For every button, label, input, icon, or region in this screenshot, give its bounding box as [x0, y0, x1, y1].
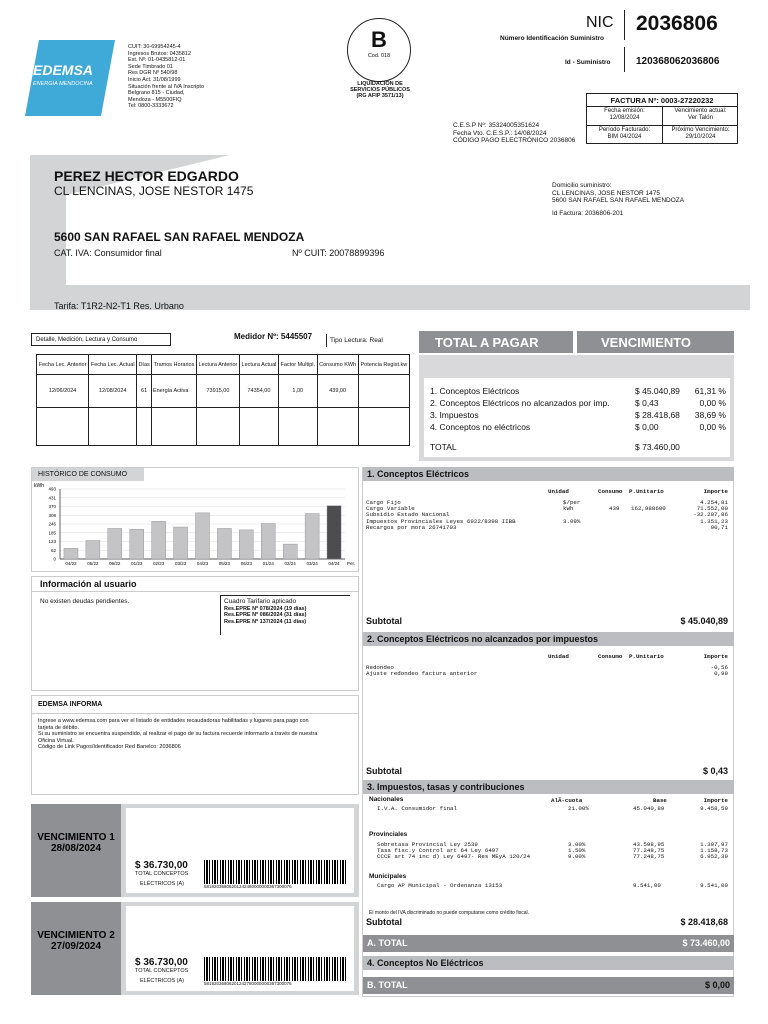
y-tick-label: 431: [48, 495, 56, 501]
company-info-line: Res DGR Nº 540/98: [128, 70, 178, 77]
reading-cell: 74354,00: [239, 375, 278, 408]
id-divider: [624, 47, 625, 72]
reading-col-header: Fecha Lec. Actual: [89, 355, 137, 375]
reading-col-header: Lectura Anterior: [196, 355, 239, 375]
doc-desc-3: (RG AFIP 3571/13): [356, 93, 404, 100]
y-tick-label: 246: [48, 521, 56, 527]
supply-address-line2: 5600 SAN RAFAEL SAN RAFAEL MENDOZA: [552, 197, 685, 205]
sec4-title: 4. Conceptos No Eléctricos: [363, 956, 734, 970]
reading-col-header: Días: [137, 355, 152, 375]
sec2-concept: Redondeo: [366, 664, 394, 671]
company-info-line: Est. Nº: 01-0435812-01: [128, 57, 186, 64]
x-tick-label: 06/22: [109, 561, 121, 566]
sec1-concept: Cargo Variable: [366, 505, 415, 513]
bar: [217, 528, 231, 559]
bar: [86, 541, 100, 559]
sec1-amount: -32.207,86: [693, 511, 728, 519]
tax-amount: 1.158,73: [700, 847, 728, 855]
sec1-title: 1. Conceptos Eléctricos: [363, 467, 734, 481]
bar: [327, 506, 341, 559]
a-total-bar: [363, 935, 734, 952]
y-tick-label: 62: [50, 547, 56, 553]
a-total-label: A. TOTAL: [367, 938, 408, 948]
tax-base: 77.248,75: [633, 853, 665, 861]
due-2-sub1: TOTAL CONCEPTOS: [135, 968, 189, 974]
sec2-subtotal-label: Subtotal: [366, 766, 402, 776]
x-tick-label: 05/22: [87, 561, 99, 566]
user-info-panel: [31, 576, 359, 691]
sec3-subtotal: $ 28.418,68: [680, 917, 728, 927]
detail-title: Detalle, Medición, Lectura y Consumo: [31, 333, 171, 346]
tax-base: 9.541,00: [633, 882, 661, 889]
doc-type-desc: [335, 81, 425, 100]
doc-letter: B: [371, 27, 387, 52]
tariff-item: Res.EPRE Nº 086/2024 (31 días): [224, 612, 307, 619]
summary-label: 2. Conceptos Eléctricos no alcanzados por imp.: [430, 398, 610, 408]
due-1-date: 28/08/2024: [50, 843, 102, 854]
summary-label: 1. Conceptos Eléctricos: [430, 386, 520, 396]
x-tick-label: 04/23: [196, 561, 209, 566]
no-debt-msg: No existen deudas pendientes.: [40, 598, 130, 605]
due-1-sub2: ELÉCTRICOS (A): [140, 881, 185, 887]
consumption-chart: [32, 481, 358, 569]
x-tick-label: 01/24: [262, 561, 274, 566]
bar: [108, 528, 122, 559]
sec1-consumo: 439: [609, 505, 620, 513]
info-line: Oficina Virtual.: [38, 737, 74, 744]
doc-code: Cod. 018: [367, 53, 391, 59]
due-2: [31, 902, 121, 995]
invoice-box: [586, 93, 738, 144]
tarifa: Tarifa: T1R2-N2-T1 Res. Urbano: [54, 301, 184, 311]
bar: [195, 513, 209, 559]
sec3-col-header: Base: [653, 797, 667, 804]
next-due: Próximo Vencimiento: 29/10/2024: [671, 127, 730, 140]
invoice-number: FACTURA Nº: 0003-27220232: [587, 94, 737, 107]
nic-divider: [624, 10, 625, 40]
doc-type-badge: [347, 18, 411, 82]
tariff-list: [224, 606, 347, 626]
sec2-col-header: Importe: [703, 653, 728, 660]
info-line: Código de Link Pagos/Identificador Red Banelco: 2036806: [38, 744, 181, 751]
tax-amount: 9.541,00: [700, 882, 728, 889]
payment-code: CÓDIGO PAGO ELECTRÓNICO 2036806: [453, 137, 576, 145]
reading-col-header: Consumo KWh: [317, 355, 358, 375]
reading-cell: 61: [137, 375, 152, 408]
company-info-line: Sede Timbrado 01: [128, 63, 173, 70]
tax-concept: Sobretasa Provincial Ley 2539: [377, 841, 478, 848]
summary-label: 4. Conceptos no eléctricos: [430, 422, 531, 432]
bar: [305, 514, 319, 559]
summary-amount: $ 28.418,68: [635, 410, 680, 420]
bar: [174, 527, 188, 559]
user-info-title: Información al usuario: [32, 577, 358, 592]
x-tick-label: 02/24: [284, 561, 296, 566]
logo-graphic: [25, 40, 115, 116]
x-tick-label: 03/23: [174, 561, 187, 566]
due-header: VENCIMIENTO: [577, 331, 734, 353]
provinciales-label: Provinciales: [369, 831, 408, 838]
tax-base: 45.040,89: [633, 805, 665, 812]
sec2-col-header: P.Unitario: [629, 653, 664, 660]
company-info-line: Belgrano 815 - Ciudad,: [128, 90, 185, 97]
cesp-date: Fecha Vto. C.E.S.P.: 14/08/2024: [453, 129, 547, 137]
tax-base: 77.248,75: [633, 847, 665, 855]
customer-address: CL LENCINAS, JOSE NESTOR 1475: [54, 184, 254, 198]
b-total-amount: $ 0,00: [704, 980, 730, 990]
y-tick-label: 185: [48, 530, 56, 536]
sec1-concept: Impuestos Provinciales Leyes 6922/8398 IIBB: [366, 517, 516, 525]
sec3-subtotal-label: Subtotal: [366, 917, 402, 927]
summary-total-label: TOTAL: [430, 442, 457, 452]
sec1-col-header: Importe: [703, 488, 728, 495]
sec3-title: 3. Impuestos, tasas y contribuciones: [363, 780, 734, 794]
supply-address-line1: CL LENCINAS, JOSE NESTOR 1475: [552, 189, 661, 197]
nic-label: NIC: [586, 14, 614, 31]
summary-total-row: [430, 442, 726, 452]
b-total-label: B. TOTAL: [367, 980, 408, 990]
info-line: Ingrese a www.edemsa.com para ver el listado de entidades recaudadoras habilitadas y lugares para pago con: [38, 718, 309, 724]
sec1-unit: 3.09%: [563, 517, 581, 525]
sec2-col-header: Consumo: [598, 653, 623, 660]
sec1-col-header: P.Unitario: [629, 488, 664, 495]
customer-cuit: Nº CUIT: 20078899396: [292, 248, 385, 258]
reading-type: Tipo Lectura: Real: [326, 334, 410, 347]
summary-amount: $ 0,00: [635, 422, 659, 432]
summary-row: [430, 386, 726, 396]
logo-subtext: ENERGIA MENDOCINA: [33, 81, 93, 87]
company-info-line: Situación frente al IVA Inscripto: [128, 83, 205, 90]
sec1-concept: Cargo Fijo: [366, 499, 401, 506]
sec1-amount: 90,71: [710, 523, 728, 531]
summary-amount: $ 45.040,89: [635, 386, 680, 396]
tax-concept: Cargo AP Municipal - Ordenanza 13153: [377, 882, 503, 889]
invoice-id: Id Factura: 2036806-201: [552, 209, 624, 217]
summary-label: 3. Impuestos: [430, 410, 479, 420]
y-tick-label: 493: [48, 486, 56, 492]
due-2-date: 27/09/2024: [50, 941, 102, 952]
bar: [239, 530, 253, 559]
x-unit: Per.: [347, 561, 356, 566]
tax-amount: 9.458,59: [700, 805, 728, 812]
summary-row: [430, 410, 726, 420]
summary-row: [430, 398, 726, 408]
reading-cell: [358, 375, 409, 408]
sec1-unit-price: 162,988600: [631, 505, 666, 513]
tax-rate: 1.50%: [568, 847, 586, 855]
sec1-concept: Subsidio Estado Nacional: [366, 511, 450, 519]
y-tick-label: 308: [48, 512, 56, 518]
sec1-lines: [363, 483, 734, 623]
summary-pct: 0,00 %: [699, 422, 726, 432]
sec2-col-header: Unidad: [548, 653, 569, 660]
sec1-col-header: Unidad: [548, 488, 569, 495]
reading-cell: 12/08/2024: [89, 375, 137, 408]
cesp-info: [453, 122, 575, 145]
supply-address: [552, 182, 684, 217]
due-1-label: VENCIMIENTO 1: [37, 832, 115, 843]
x-tick-label: 04/24: [328, 561, 340, 566]
sec1-unit: $/per: [563, 499, 581, 506]
tax-concept: CCCE art 74 inc d) Ley 6497- Res MEyA 120/24: [377, 853, 531, 861]
a-total-amount: $ 73.460,00: [682, 938, 730, 948]
iva-note: El monto del IVA discriminado no puede computarse como crédito fiscal.: [369, 910, 529, 916]
tax-amount: 1.307,97: [700, 841, 728, 848]
doc-desc-1: LIQUIDACIÓN DE: [357, 81, 403, 87]
readings-table: [36, 354, 410, 446]
barcode-2: [204, 957, 348, 981]
sec2-amount: 0,99: [714, 670, 728, 678]
customer-name: PEREZ HECTOR EDGARDO: [54, 168, 239, 184]
logo-text: EDEMSA: [33, 62, 93, 78]
summary-pct: 0,00 %: [699, 398, 726, 408]
sec2-amount: -0,56: [710, 664, 728, 671]
sec2-concept: Ajuste redondeo factura anterior: [366, 670, 478, 678]
sec3-lines: [363, 795, 734, 910]
y-tick-label: 0: [53, 556, 56, 562]
customer-city: 5600 SAN RAFAEL SAN RAFAEL MENDOZA: [54, 230, 305, 244]
tax-base: 43.598,95: [633, 841, 665, 848]
barcode-1-number: 58192036806201242480000000367300076: [204, 884, 292, 889]
tax-rate: 9.00%: [568, 853, 586, 861]
x-tick-label: 06/23: [240, 561, 252, 566]
tariff-title: Cuadro Tarifario aplicado: [224, 598, 297, 605]
total-to-pay-header: TOTAL A PAGAR: [419, 331, 573, 353]
barcode-1: [204, 860, 348, 884]
emission-date: Fecha emisión: 12/08/2024: [604, 108, 645, 121]
reading-cell: 73915,00: [196, 375, 239, 408]
due-1: [31, 804, 121, 897]
suministro-id-value: 120368062036806: [636, 56, 720, 67]
sec1-amount: 1.351,23: [700, 517, 728, 525]
reading-cell: 12/06/2024: [37, 375, 89, 408]
edemsa-info-panel: [31, 695, 359, 795]
sec2-subtotal: $ 0,43: [702, 766, 728, 776]
tax-rate: 3.00%: [568, 841, 586, 848]
doc-desc-2: SERVICIOS PÚBLICOS: [350, 87, 410, 94]
history-title: HISTÓRICO DE CONSUMO: [32, 468, 144, 481]
x-tick-label: 04/22: [65, 561, 77, 566]
consumption-history: [31, 467, 359, 572]
company-info-line: Ingresos Brutos: 0435812: [128, 50, 191, 57]
edemsa-info-text: [32, 714, 358, 755]
company-info-line: Tel: 0800-3333672: [128, 103, 174, 110]
sec1-unit: kWh: [563, 505, 574, 513]
reading-col-header: Factor Multipl.: [278, 355, 317, 375]
edemsa-logo: [25, 40, 115, 116]
tax-concept: I.V.A. Consumidor final: [377, 805, 458, 812]
company-info: [128, 44, 248, 110]
company-info-line: Mendoza - M5500FIQ: [128, 96, 182, 103]
bar: [261, 524, 275, 559]
bar: [64, 548, 78, 559]
b-total-bar: [363, 977, 734, 994]
sec1-subtotal: $ 45.040,89: [680, 616, 728, 626]
reading-cell: Energía Activa: [151, 375, 196, 408]
cesp-number: C.E.S.P Nº: 35324005351624: [453, 122, 540, 129]
sec1-concept: Recargos por mora 26741703: [366, 523, 457, 531]
reading-col-header: Potencia Regist.kw: [358, 355, 409, 375]
due-2-sub2: ELÉCTRICOS (A): [140, 978, 185, 984]
due-1-amount: $ 36.730,00: [135, 860, 188, 871]
sec2-lines: [363, 648, 734, 758]
current-due: Vencimiento actual: Ver Talón: [674, 108, 727, 121]
x-tick-label: 05/23: [218, 561, 231, 566]
tariff-box: [220, 595, 350, 635]
tariff-item: Res.EPRE Nº 078/2024 (19 días): [224, 605, 307, 612]
info-line: Si su suministro se encuentra suspendido, al realizar el pago de su factura recuerde informarlo a través de nuestra: [38, 731, 318, 738]
summary-total-amount: $ 73.460,00: [635, 442, 680, 452]
reading-col-header: Tramos Horarios: [151, 355, 196, 375]
info-line: tarjeta de débito.: [38, 724, 79, 731]
x-tick-label: 03/24: [306, 561, 318, 566]
municipales-label: Municipales: [369, 873, 407, 880]
suministro-id-label: Id - Suministro: [565, 59, 611, 66]
sec2-title: 2. Conceptos Eléctricos no alcanzados por impuestos: [363, 632, 734, 646]
tariff-item: Res.EPRE Nº 137/2024 (11 días): [224, 618, 307, 625]
billed-period: Período Facturado: BIM 04/2024: [598, 127, 651, 140]
barcode-2-number: 58192036806201242780000000367300076: [204, 981, 292, 986]
sec3-col-header: AlÃ-cuota: [551, 797, 583, 804]
sec1-amount: 4.254,81: [700, 499, 728, 506]
nic-value: 2036806: [636, 12, 718, 35]
reading-cell: 1,00: [278, 375, 317, 408]
y-tick-label: 123: [48, 539, 56, 544]
sec1-subtotal-label: Subtotal: [366, 616, 402, 626]
tax-amount: 6.952,39: [700, 853, 728, 861]
bar: [152, 521, 166, 559]
x-tick-label: 01/23: [131, 561, 143, 566]
sec1-col-header: Consumo: [598, 488, 623, 495]
bar: [283, 544, 297, 559]
summary-items: [424, 378, 730, 457]
y-unit: kWh: [34, 483, 44, 489]
edemsa-info-title: EDEMSA INFORMA: [32, 696, 358, 714]
sec3-col-header: Importe: [703, 797, 728, 804]
y-tick-label: 370: [48, 504, 56, 509]
company-info-line: Inicio Act. 31/08/1999: [128, 76, 181, 83]
summary-pct: 38,69 %: [694, 410, 726, 420]
tax-rate: 21.00%: [568, 805, 589, 812]
due-2-label: VENCIMIENTO 2: [37, 930, 115, 941]
summary-row: [430, 422, 726, 432]
company-info-line: CUIT: 30-69954245-4: [128, 44, 181, 50]
summary-pct: 61,31 %: [694, 386, 726, 396]
supply-address-label: Domicilio suministro:: [552, 182, 612, 189]
reading-cell: 439,00: [317, 375, 358, 408]
tax-concept: Tasa fisc.y Control art 64 Ley 6497: [377, 847, 499, 855]
reading-col-header: Fecha Lec. Anterior: [37, 355, 89, 375]
meter-number: Medidor Nº: 5445507: [234, 332, 313, 341]
cat-iva: CAT. IVA: Consumidor final: [54, 248, 162, 258]
sec1-amount: 71.552,00: [696, 505, 728, 513]
nic-sublabel: Número Identificación Suministro: [500, 35, 605, 42]
summary-amount: $ 0,43: [635, 398, 659, 408]
due-2-amount: $ 36.730,00: [135, 957, 188, 968]
x-tick-label: 02/23: [153, 561, 165, 566]
bar: [130, 529, 144, 559]
due-1-sub1: TOTAL CONCEPTOS: [135, 871, 189, 877]
nacionales-label: Nacionales: [369, 796, 404, 803]
reading-col-header: Lectura Actual: [239, 355, 278, 375]
